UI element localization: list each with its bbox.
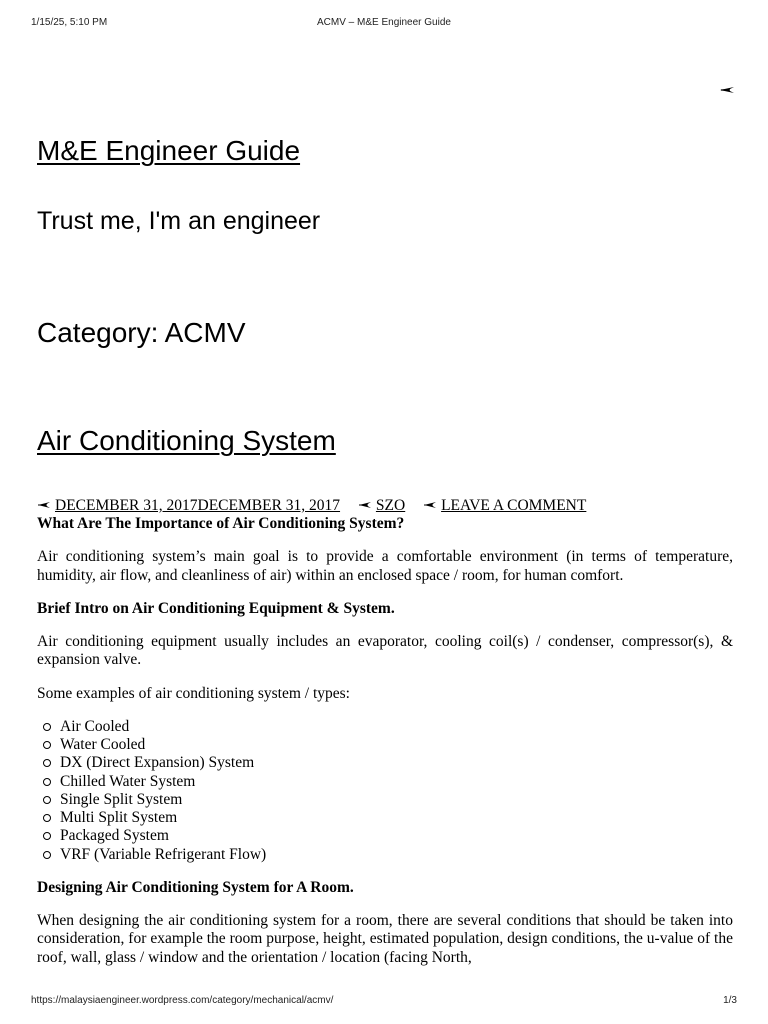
menu-icon[interactable] (718, 84, 736, 96)
post-date (37, 497, 340, 515)
content-paragraph: When designing the air conditioning system for a room, there are several conditions that should be taken into consideration, for example the room purpose, height, estimated population, design conditions, the u-value of the roof, wall, glass / window and the orientation / location (facing North, (37, 912, 733, 966)
content-paragraph: Some examples of air conditioning system / types: (37, 684, 350, 702)
list-item: DX (Direct Expansion) System (60, 754, 733, 772)
post-comments (423, 497, 586, 515)
pin-icon (358, 501, 372, 509)
site-description: Trust me, I'm an engineer (37, 207, 321, 235)
print-datetime: 1/15/25, 5:10 PM (31, 17, 108, 28)
page-title: Category: ACMV (37, 317, 246, 348)
post-meta (37, 497, 586, 515)
content-heading: What Are The Importance of Air Conditioning System? (37, 515, 405, 532)
list-item: Packaged System (60, 827, 733, 845)
post-title (37, 424, 336, 458)
post-content (37, 515, 733, 982)
print-header (0, 17, 768, 31)
content-paragraph: Air conditioning equipment usually includes an evaporator, cooling coil(s) / condenser, compressor(s), & expansion valve. (37, 633, 733, 669)
list-item: Air Cooled (60, 718, 733, 736)
list-item: VRF (Variable Refrigerant Flow) (60, 846, 733, 864)
list-item: Water Cooled (60, 736, 733, 754)
leave-comment-link[interactable]: LEAVE A COMMENT (441, 497, 587, 514)
content-heading: Designing Air Conditioning System for A Room. (37, 878, 354, 896)
print-url: https://malaysiaengineer.wordpress.com/category/mechanical/acmv/ (31, 995, 334, 1006)
system-types-list (37, 718, 733, 864)
print-footer (0, 995, 768, 1009)
pin-icon (423, 501, 437, 509)
post-author (358, 497, 405, 515)
post-author-link[interactable]: SZO (375, 497, 406, 514)
print-page-number: 1/3 (723, 995, 737, 1006)
content-heading: Brief Intro on Air Conditioning Equipment & System. (37, 599, 395, 617)
content-paragraph: Air conditioning system’s main goal is to provide a comfortable environment (in terms of temperature, humidity, air flow, and cleanliness of air) within an enclosed space / room, for human comfort. (37, 548, 733, 584)
print-document-title: ACMV – M&E Engineer Guide (317, 17, 451, 28)
post-date-link[interactable]: DECEMBER 31, 2017DECEMBER 31, 2017 (55, 497, 341, 514)
pin-icon (37, 501, 51, 509)
list-item: Single Split System (60, 791, 733, 809)
site-title (37, 134, 300, 168)
site-title-link[interactable]: M&E Engineer Guide (37, 135, 301, 166)
list-item: Multi Split System (60, 809, 733, 827)
list-item: Chilled Water System (60, 773, 733, 791)
post-title-link[interactable]: Air Conditioning System (37, 425, 336, 456)
